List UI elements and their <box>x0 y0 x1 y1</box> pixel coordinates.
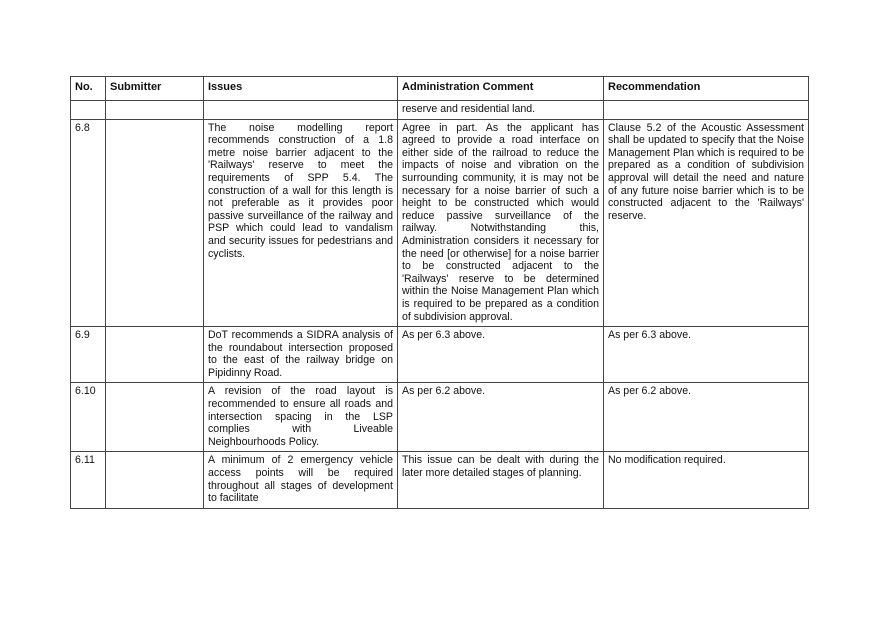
header-no: No. <box>71 77 106 101</box>
row-comment: Agree in part. As the applicant has agreed to provide a road interface on either side of the railroad to reduce the impacts of noise and vibration on the surrounding community, it is may not be necessary for a noise barrier of such a height to be constructed which would reduce passive surveillance of the railway. Notwithstanding this, Administration considers it necessary for the need [or otherwise] for a noise barrier to be constructed adjacent to the 'Railways' reserve to be determined within the Noise Management Plan which is required to be prepared as a condition of subdivision approval. <box>398 119 604 327</box>
row-no: 6.9 <box>71 327 106 383</box>
row-submitter <box>106 452 204 508</box>
row-issues: DoT recommends a SIDRA analysis of the roundabout intersection proposed to the east of the railway bridge on Pipidinny Road. <box>204 327 398 383</box>
row-no: 6.8 <box>71 119 106 327</box>
header-submitter: Submitter <box>106 77 204 101</box>
table-row <box>71 119 809 327</box>
table-header-row <box>71 77 809 101</box>
row-no: 6.10 <box>71 383 106 452</box>
row-comment: reserve and residential land. <box>398 101 604 120</box>
row-no: 6.11 <box>71 452 106 508</box>
row-submitter <box>106 327 204 383</box>
row-issues: A revision of the road layout is recommended to ensure all roads and intersection spacing in the LSP complies with Liveable Neighbourhoods Policy. <box>204 383 398 452</box>
submissions-table <box>70 76 809 509</box>
row-recommendation: As per 6.3 above. <box>604 327 809 383</box>
table-row <box>71 101 809 120</box>
row-submitter <box>106 119 204 327</box>
row-issues: The noise modelling report recommends construction of a 1.8 metre noise barrier adjacent to the 'Railways' reserve to meet the requirements of SPP 5.4. The construction of a wall for this length is not preferable as it provides poor passive surveillance of the railway and PSP which could lead to vandalism and security issues for pedestrians and cyclists. <box>204 119 398 327</box>
row-recommendation: As per 6.2 above. <box>604 383 809 452</box>
row-recommendation: Clause 5.2 of the Acoustic Assessment shall be updated to specify that the Noise Management Plan which is required to be prepared as a condition of subdivision approval will detail the need and nature of any future noise barrier which is to be constructed adjacent to the 'Railways' reserve. <box>604 119 809 327</box>
row-issues <box>204 101 398 120</box>
row-submitter <box>106 101 204 120</box>
header-administration-comment: Administration Comment <box>398 77 604 101</box>
table-row <box>71 383 809 452</box>
table-row <box>71 452 809 508</box>
row-no <box>71 101 106 120</box>
header-recommendation: Recommendation <box>604 77 809 101</box>
row-comment: As per 6.3 above. <box>398 327 604 383</box>
row-submitter <box>106 383 204 452</box>
header-issues: Issues <box>204 77 398 101</box>
row-comment: As per 6.2 above. <box>398 383 604 452</box>
table-row <box>71 327 809 383</box>
row-comment: This issue can be dealt with during the later more detailed stages of planning. <box>398 452 604 508</box>
row-recommendation <box>604 101 809 120</box>
row-recommendation: No modification required. <box>604 452 809 508</box>
row-issues: A minimum of 2 emergency vehicle access points will be required throughout all stages of development to facilitate <box>204 452 398 508</box>
